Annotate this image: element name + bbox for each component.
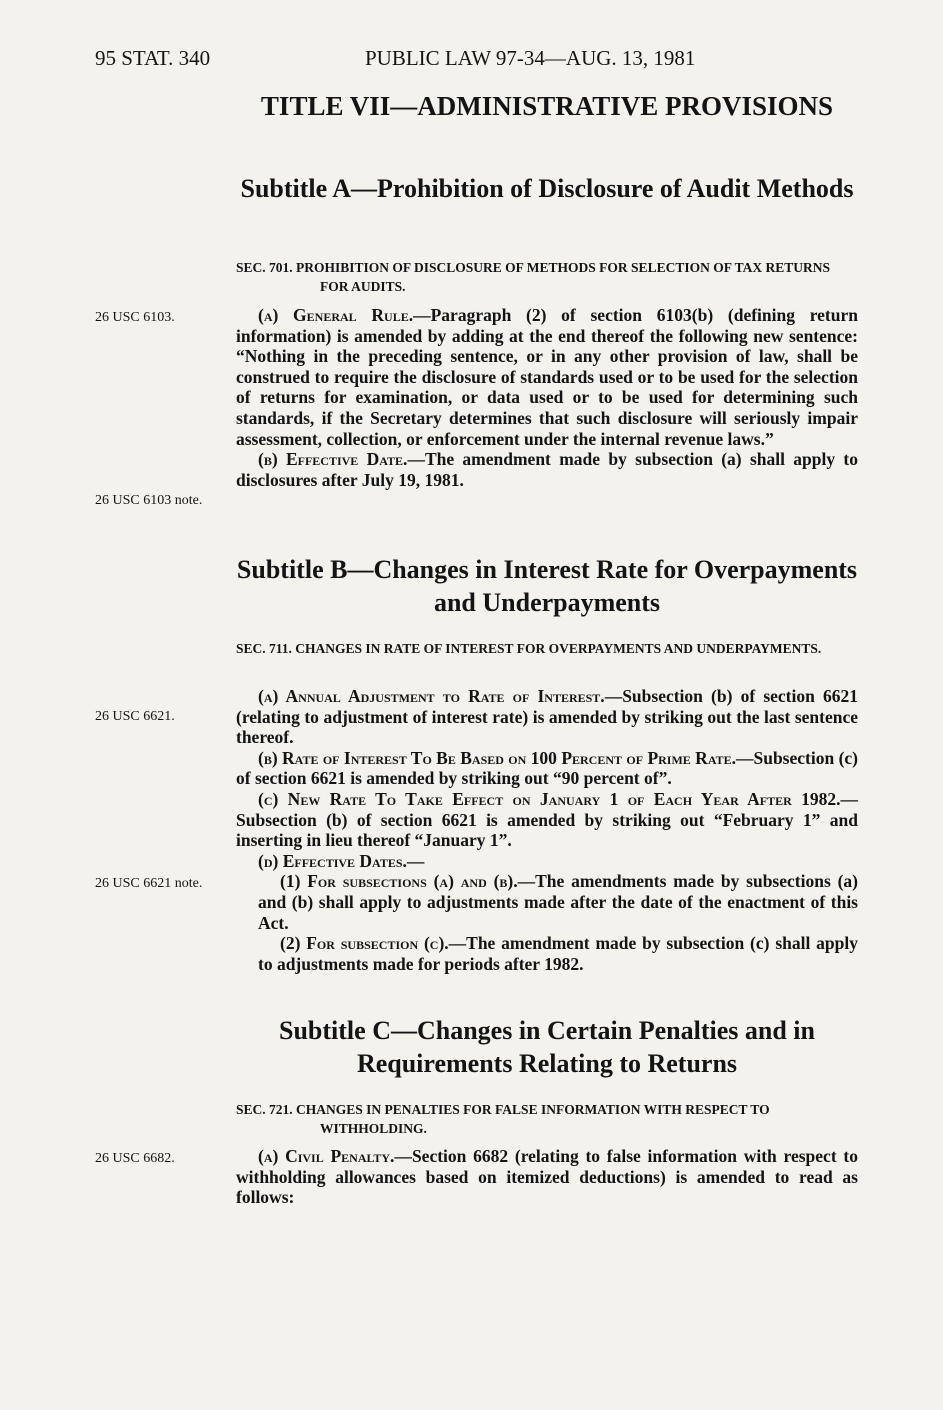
paragraph-d2 <box>236 933 858 974</box>
paragraph-text: —The amendment made by subsection (c) shall apply to adjustments made for periods after 1982. <box>258 933 858 974</box>
paragraph-text: —Paragraph (2) of section 6103(b) (defining return information) is amended by adding at the end thereof the following new sentence: “Nothing in the preceding sentence, or in any other provision of law, shall be construed to require the disclosure of standards used or to be used for the selection of returns for examination, or data used or to be used for determining such standards, if the Secretary determines that such disclosure will seriously impair assessment, collection, or enforcement under the internal revenue laws.” <box>236 305 858 449</box>
paragraph-label: (b) Rate of Interest To Be Based on 100 Percent of Prime Rate. <box>258 747 736 768</box>
paragraph-b <box>236 748 858 789</box>
public-law-reference: PUBLIC LAW 97-34—AUG. 13, 1981 <box>365 46 696 70</box>
paragraph-label: (a) Civil Penalty. <box>258 1146 395 1166</box>
margin-note-usc-6621-note: 26 USC 6621 note. <box>95 876 203 891</box>
margin-note-usc-6103: 26 USC 6103. <box>95 310 175 325</box>
title-heading: TITLE VII—ADMINISTRATIVE PROVISIONS <box>260 91 834 121</box>
margin-note-usc-6621: 26 USC 6621. <box>95 709 175 724</box>
subtitle-c-heading: Subtitle C—Changes in Certain Penalties and in Requirements Relating to Returns <box>279 1016 815 1078</box>
paragraph-text: —Subsection (c) of section 6621 is amended by striking out “90 percent of”. <box>236 747 859 789</box>
paragraph-text: — <box>406 850 425 871</box>
subtitle-b-heading: Subtitle B—Changes in Interest Rate for Overpayments and Underpayments <box>236 555 858 617</box>
stat-reference: 95 STAT. 340 <box>95 46 211 70</box>
margin-note-usc-6103-note: 26 USC 6103 note. <box>95 493 203 508</box>
paragraph-label: (d) Effective Dates. <box>258 850 407 871</box>
paragraph-text: —The amendments made by subsections (a) and (b) shall apply to adjustments made after the date of the enactment of this Act. <box>258 871 858 933</box>
paragraph-b <box>236 449 858 490</box>
paragraph-label: (a) General Rule. <box>258 305 414 325</box>
sec-711-body <box>236 686 858 974</box>
paragraph-label: (2) For subsection (c). <box>280 933 449 954</box>
paragraph-d1 <box>236 871 858 933</box>
paragraph-a <box>236 686 858 748</box>
paragraph-label: (c) New Rate To Take Effect on January 1 of Each Year After 1982. <box>258 788 841 809</box>
sec-721-body <box>236 1146 858 1208</box>
paragraph-label: (a) Annual Adjustment to Rate of Interest. <box>258 686 605 706</box>
sec-711-heading: SEC. 711. CHANGES IN RATE OF INTEREST FOR OVERPAYMENTS AND UNDERPAYMENTS. <box>236 641 822 656</box>
paragraph-a <box>236 305 858 449</box>
paragraph-text: —Section 6682 (relating to false information with respect to withholding allowances based on itemized deductions) is amended to read as follows: <box>236 1146 858 1208</box>
margin-note-usc-6682: 26 USC 6682. <box>95 1151 175 1166</box>
sec-721-heading: SEC. 721. CHANGES IN PENALTIES FOR FALSE INFORMATION WITH RESPECT TO WITHHOLDING. <box>236 1102 770 1136</box>
paragraph-label: (1) For subsections (a) and (b). <box>280 871 518 892</box>
sec-701-body <box>236 305 858 490</box>
paragraph-c <box>236 789 858 851</box>
paragraph-a <box>236 1146 858 1208</box>
paragraph-text: —Subsection (b) of section 6621 is amended by striking out “February 1” and inserting in lieu thereof “January 1”. <box>236 788 858 851</box>
paragraph-label: (b) Effective Date. <box>258 449 408 470</box>
sec-701-heading: SEC. 701. PROHIBITION OF DISCLOSURE OF METHODS FOR SELECTION OF TAX RETURNS FOR AUDITS. <box>236 260 830 294</box>
paragraph-d <box>236 851 858 872</box>
paragraph-text: —The amendment made by subsection (a) shall apply to disclosures after July 19, 1981. <box>236 449 858 490</box>
subtitle-a-heading: Subtitle A—Prohibition of Disclosure of Audit Methods <box>240 174 854 203</box>
paragraph-text: —Subsection (b) of section 6621 (relating to adjustment of interest rate) is amended by striking out the last sentence thereof. <box>236 686 858 748</box>
